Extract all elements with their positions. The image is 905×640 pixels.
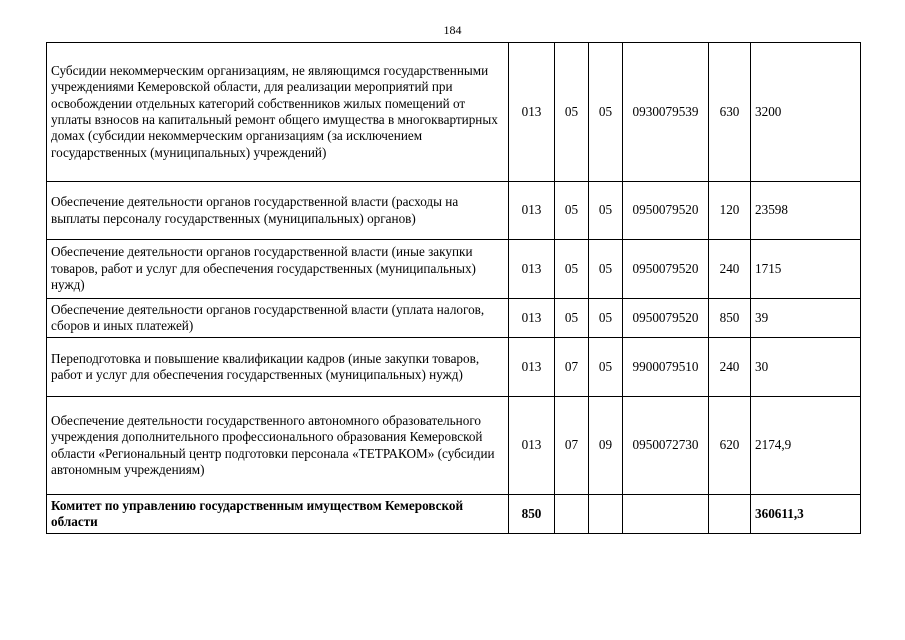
amount: 2174,9 (751, 397, 861, 495)
expense-type-code (709, 495, 751, 534)
amount: 1715 (751, 240, 861, 299)
department-code: 013 (509, 240, 555, 299)
target-article-code: 0950072730 (623, 397, 709, 495)
expense-type-code: 620 (709, 397, 751, 495)
page-number: 184 (443, 23, 462, 37)
section-code: 05 (555, 299, 589, 338)
expense-name: Переподготовка и повышение квалификации кадров (иные закупки товаров, работ и услуг для обеспечения государственных (муниципальных) нужд) (47, 338, 509, 397)
expense-type-code: 120 (709, 182, 751, 240)
subsection-code: 05 (589, 240, 623, 299)
table-row (47, 240, 861, 299)
target-article-code: 0950079520 (623, 182, 709, 240)
expense-type-code: 850 (709, 299, 751, 338)
expense-name: Обеспечение деятельности органов государственной власти (расходы на выплаты персоналу государственных (муниципальных) органов) (47, 182, 509, 240)
subsection-code: 09 (589, 397, 623, 495)
department-code: 013 (509, 182, 555, 240)
expense-name: Комитет по управлению государственным имуществом Кемеровской области (47, 495, 509, 534)
target-article-code: 0950079520 (623, 299, 709, 338)
table-row (47, 43, 861, 182)
subsection-code: 05 (589, 182, 623, 240)
table-row (47, 338, 861, 397)
expense-type-code: 630 (709, 43, 751, 182)
subsection-code: 05 (589, 43, 623, 182)
department-code: 013 (509, 43, 555, 182)
subsection-code: 05 (589, 338, 623, 397)
table-row-committee-total (47, 495, 861, 534)
amount: 360611,3 (751, 495, 861, 534)
department-code: 013 (509, 397, 555, 495)
subsection-code: 05 (589, 299, 623, 338)
target-article-code: 0930079539 (623, 43, 709, 182)
table-row (47, 182, 861, 240)
expense-name: Обеспечение деятельности государственного автономного образовательного учреждения дополнительного профессионального образования Кемеровской области «Региональный центр подготовки персонала «ТЕТРАКОМ» (субсидии автономным учреждениям) (47, 397, 509, 495)
amount: 30 (751, 338, 861, 397)
department-code: 013 (509, 299, 555, 338)
table-row (47, 397, 861, 495)
target-article-code: 9900079510 (623, 338, 709, 397)
target-article-code: 0950079520 (623, 240, 709, 299)
section-code (555, 495, 589, 534)
section-code: 05 (555, 43, 589, 182)
section-code: 07 (555, 338, 589, 397)
target-article-code (623, 495, 709, 534)
department-code: 850 (509, 495, 555, 534)
amount: 3200 (751, 43, 861, 182)
section-code: 07 (555, 397, 589, 495)
department-code: 013 (509, 338, 555, 397)
expense-name: Субсидии некоммерческим организациям, не являющимся государственными учреждениями Кемеровской области, для реализации мероприятий при освобождении отдельных категорий собственников жилых помещений от уплаты взносов на капитальный ремонт общего имущества в многоквартирных домах (субсидии некоммерческим организациям (за исключением государственных (муниципальных) учреждений) (47, 43, 509, 182)
expense-type-code: 240 (709, 338, 751, 397)
table-row (47, 299, 861, 338)
budget-table (46, 42, 861, 534)
section-code: 05 (555, 182, 589, 240)
subsection-code (589, 495, 623, 534)
expense-type-code: 240 (709, 240, 751, 299)
amount: 23598 (751, 182, 861, 240)
amount: 39 (751, 299, 861, 338)
expense-name: Обеспечение деятельности органов государственной власти (иные закупки товаров, работ и услуг для обеспечения государственных (муниципальных) нужд) (47, 240, 509, 299)
expense-name: Обеспечение деятельности органов государственной власти (уплата налогов, сборов и иных платежей) (47, 299, 509, 338)
section-code: 05 (555, 240, 589, 299)
